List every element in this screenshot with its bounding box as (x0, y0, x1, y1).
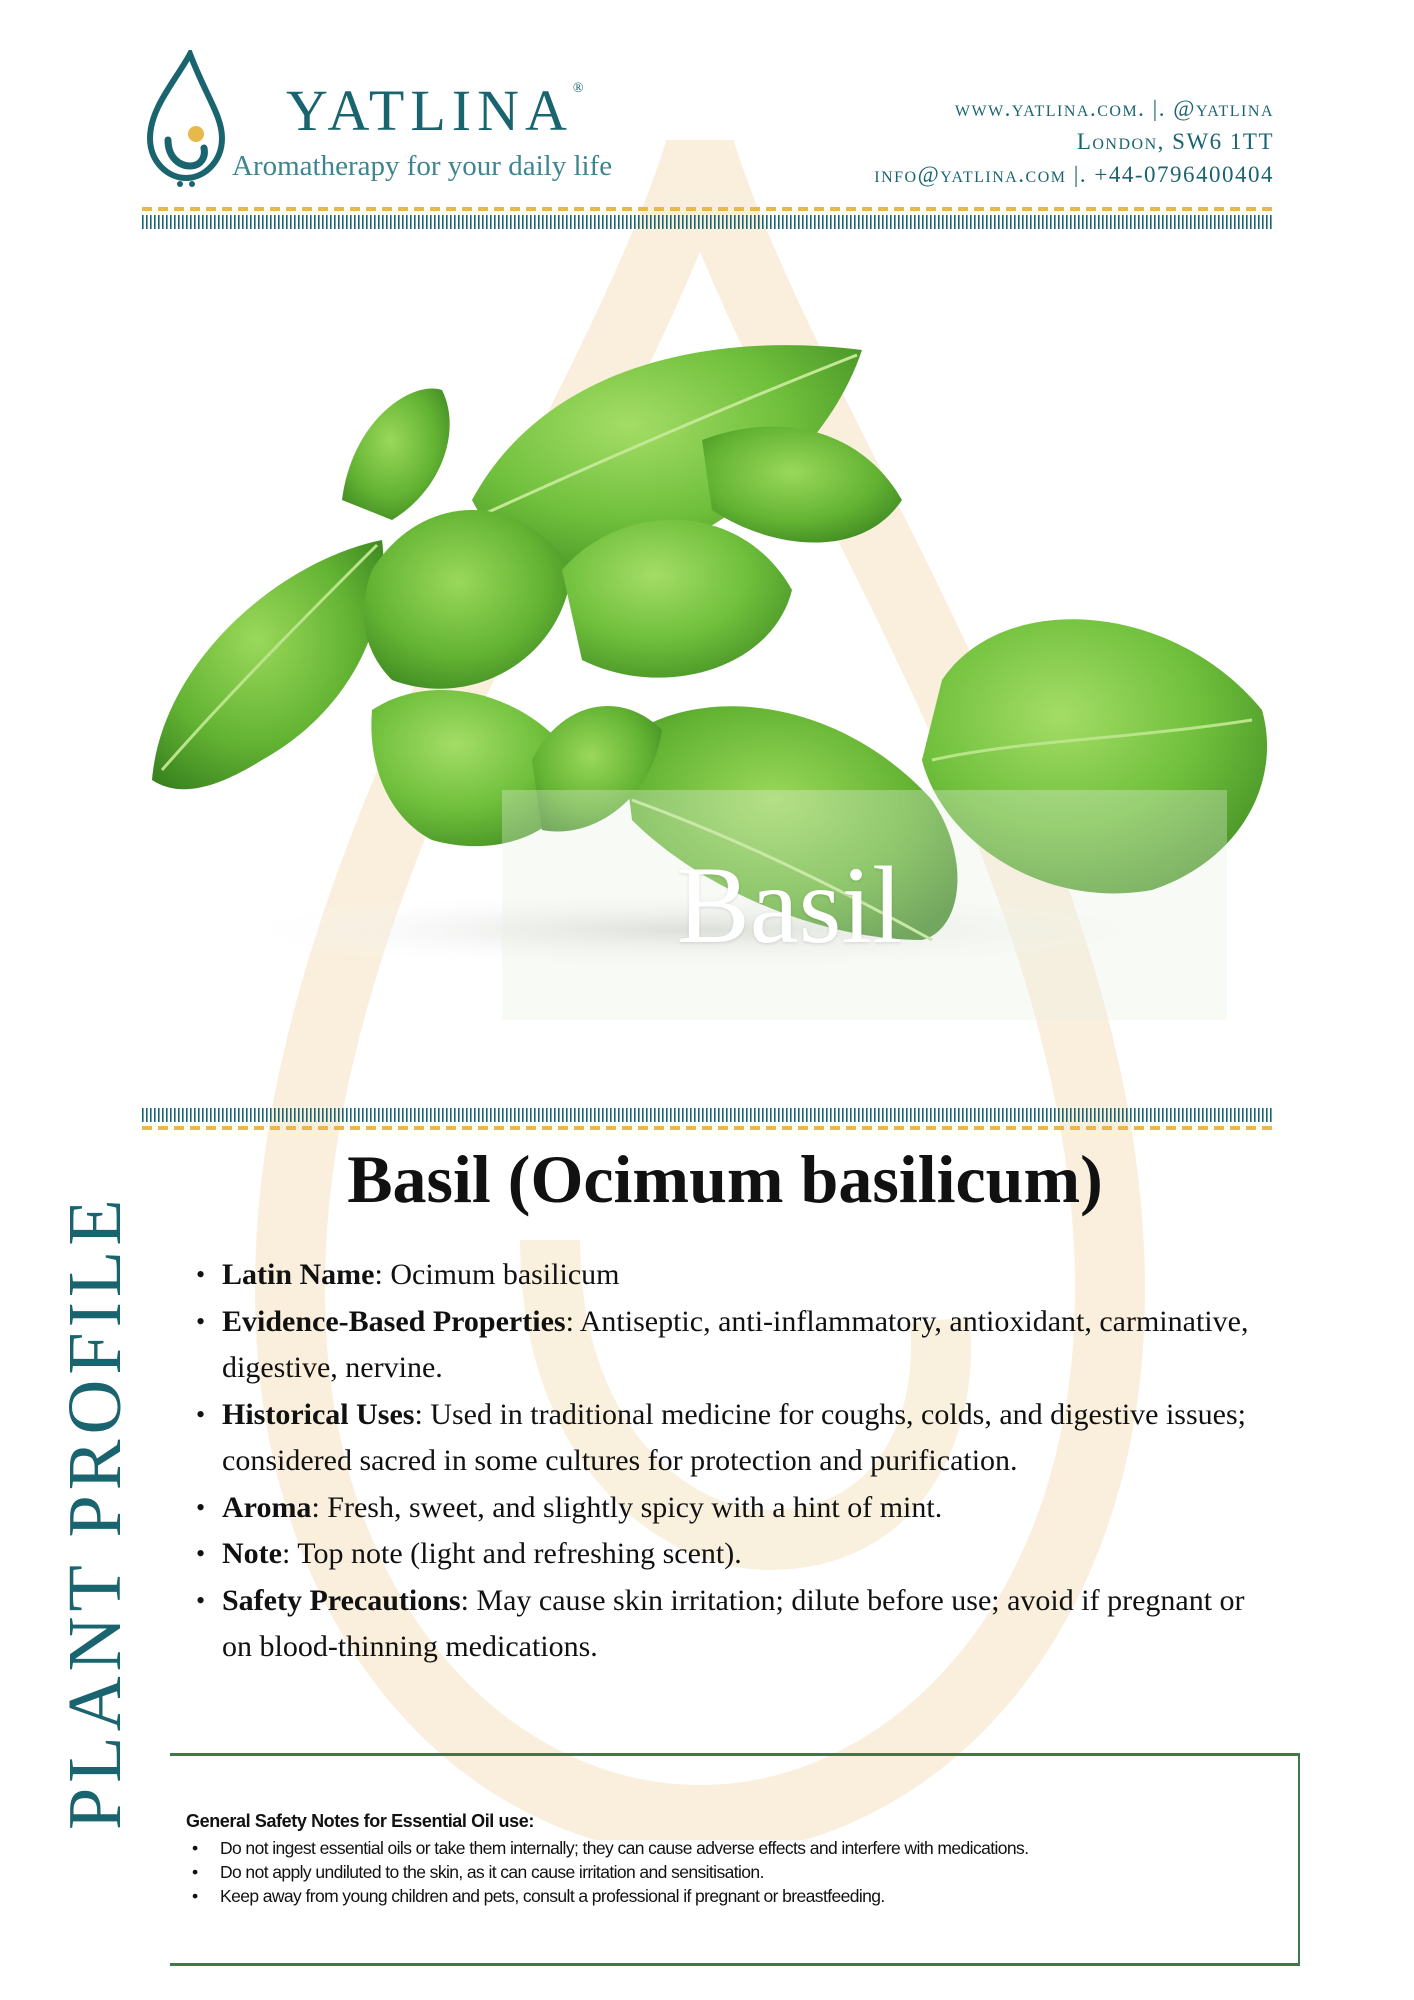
hero-title: Basil (676, 843, 903, 966)
fact-label: Safety Precautions (222, 1583, 461, 1617)
fact-text: : Top note (light and refreshing scent). (281, 1537, 742, 1570)
general-safety-box (170, 1753, 1300, 1966)
fact-text: : Antiseptic, anti-inflammatory, antioxidant, carminative, digestive, nervine. (222, 1304, 1249, 1384)
safety-item: • Do not ingest essential oils or take them internally; they can cause adverse effects and interfere with medications. (186, 1836, 1028, 1860)
contact-line-email-phone[interactable]: info@yatlina.com |. +44-0796400404 (874, 162, 1274, 187)
fact-text: : Fresh, sweet, and slightly spicy with a hint of mint. (311, 1490, 943, 1524)
profile-divider (142, 1108, 1272, 1132)
fact-aroma (222, 1485, 1262, 1532)
fact-note (222, 1531, 1262, 1578)
safety-list (186, 1836, 1028, 1908)
safety-item: • Keep away from young children and pets, consult a professional if pregnant or breastfeeding. (186, 1884, 1028, 1908)
fact-text: : Ocimum basilicum (374, 1258, 620, 1291)
fact-evidence-properties (222, 1299, 1262, 1392)
safety-item: • Do not apply undiluted to the skin, as it can cause irritation and sensitisation. (186, 1860, 1028, 1884)
contact-block (874, 92, 1274, 191)
brand-name-text: YATLINA (286, 78, 573, 143)
contact-line-website[interactable]: www.yatlina.com. |. @yatlina (954, 96, 1274, 121)
facts-list (222, 1252, 1262, 1671)
safety-heading: General Safety Notes for Essential Oil use: (186, 1811, 534, 1831)
brand-name (286, 78, 584, 143)
yatlina-drop-logo (146, 50, 226, 190)
fact-label: Historical Uses (222, 1397, 415, 1431)
fact-label: Evidence-Based Properties (222, 1304, 566, 1338)
fact-label: Aroma (222, 1490, 312, 1524)
fact-historical-uses (222, 1392, 1262, 1485)
hero-title-overlay (502, 790, 1227, 1020)
fact-latin-name (222, 1252, 1262, 1299)
fact-safety-precautions (222, 1578, 1262, 1671)
fact-text: : Used in traditional medicine for coughs, colds, and digestive issues; considered sacred in some cultures for protection and purification. (222, 1397, 1246, 1477)
hero-section (142, 240, 1272, 1020)
registered-mark: ® (572, 81, 584, 96)
fact-label: Note (222, 1537, 282, 1570)
fact-label: Latin Name (222, 1258, 375, 1291)
brand-tagline: Aromatherapy for your daily life (232, 150, 613, 182)
side-label-plant-profile: PLANT PROFILE (53, 1194, 137, 1830)
fact-text: : May cause skin irritation; dilute before use; avoid if pregnant or on blood-thinning medications. (222, 1583, 1245, 1663)
profile-title: Basil (Ocimum basilicum) (347, 1141, 1103, 1217)
contact-line-address: London, SW6 1TT (1076, 129, 1274, 154)
header-divider (142, 207, 1272, 231)
